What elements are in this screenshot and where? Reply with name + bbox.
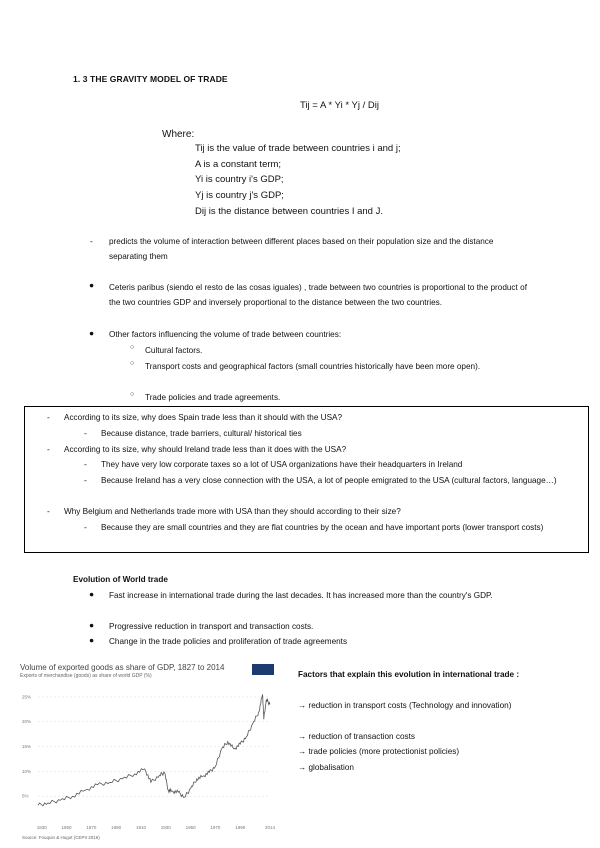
question-spain: According to its size, why does Spain trade less than it should with the USA? (64, 413, 343, 422)
chart-x-labels (37, 825, 276, 830)
sub-bullet-transport: Transport costs and geographical factors (small countries historically have been more open). (145, 362, 481, 371)
dash-marker: - (90, 236, 93, 246)
answer-spain: Because distance, trade barriers, cultural/ historical ties (101, 429, 302, 438)
sub-bullet-policies: Trade policies and trade agreements. (145, 393, 281, 402)
question-belgium-netherlands: Why Belgium and Netherlands trade more with USA than they should according to their size? (64, 507, 401, 516)
x-tick-label: 2014 (265, 825, 276, 830)
chart-title: Volume of exported goods as share of GDP, 1827 to 2014 (20, 663, 225, 672)
evolution-item-reduction: Progressive reduction in transport and transaction costs. (109, 622, 314, 631)
evolution-item-fast-increase: Fast increase in international trade during the last decades. It has increased more than the country's GDP. (109, 591, 493, 600)
circle-marker: ○ (130, 391, 135, 398)
bullet-marker: ● (89, 635, 95, 645)
y-tick-label: 5% (22, 793, 29, 799)
chart-grid (38, 697, 270, 796)
intro-bullet: predicts the volume of interaction between different places based on their population size and the distance separating them (109, 237, 494, 262)
bullet-marker: ● (89, 328, 95, 338)
dash-marker: - (47, 412, 50, 422)
factor-transport: → reduction in transport costs (Technology and innovation) (298, 701, 512, 710)
evolution-item-policies: Change in the trade policies and proliferation of trade agreements (109, 637, 348, 646)
definition-a: A is a constant term; (195, 158, 282, 170)
definitions-list (195, 141, 401, 220)
y-tick-label: 10% (22, 768, 32, 774)
definition-yi: Yi is country i's GDP; (195, 174, 284, 186)
evolution-heading: Evolution of World trade (73, 575, 168, 584)
answer-ireland-connection: Because Ireland has a very close connection with the USA, a lot of people emigrated to the USA (cultural factors, language…) (101, 476, 557, 485)
gravity-formula: Tij = A * Yi * Yj / Dij (300, 100, 379, 111)
dash-marker: - (47, 444, 50, 454)
owid-logo (252, 664, 274, 675)
where-label: Where: (162, 129, 195, 140)
y-tick-label: 25% (22, 694, 32, 700)
circle-marker: ○ (130, 344, 135, 351)
x-tick-label: 1970 (210, 825, 221, 830)
other-factors-bullet: Other factors influencing the volume of trade between countries: (109, 330, 342, 339)
x-tick-label: 1890 (111, 825, 122, 830)
definition-dij: Dij is the distance between countries I and J. (195, 205, 383, 217)
factor-transaction: → reduction of transaction costs (298, 732, 415, 741)
x-tick-label: 1850 (61, 825, 72, 830)
dash-marker: - (84, 459, 87, 469)
circle-marker: ○ (130, 360, 135, 367)
dash-marker: - (84, 522, 87, 532)
factors-heading: Factors that explain this evolution in international trade : (298, 670, 520, 679)
x-tick-label: 1950 (185, 825, 196, 830)
bullet-marker: ● (89, 589, 95, 599)
chart-plot (20, 681, 276, 843)
answer-belgium-netherlands: Because they are small countries and they are flat countries by the ocean and have important ports (lower transport costs) (101, 523, 544, 532)
dash-marker: - (84, 475, 87, 485)
definition-yj: Yj is country j's GDP; (195, 190, 284, 202)
dash-marker: - (47, 506, 50, 516)
series-line-world (38, 694, 270, 806)
chart-source: Source: Fouquin & Hugot (CEPII 2016) (22, 835, 100, 840)
answer-ireland-taxes: They have very low corporate taxes so a lot of USA organizations have their headquarters in Ireland (101, 460, 463, 469)
chart-y-labels (22, 694, 31, 798)
question-ireland: According to its size, why should Ireland trade less than it does with the USA? (64, 445, 347, 454)
x-tick-label: 1990 (235, 825, 246, 830)
x-tick-label: 1910 (135, 825, 146, 830)
chart-subtitle: Exports of merchandise (goods) as share of world GDP (%) (20, 673, 152, 679)
y-tick-label: 15% (22, 744, 32, 750)
definition-tij: Tij is the value of trade between countries i and j; (195, 143, 401, 154)
ceteris-paribus-bullet: Ceteris paribus (siendo el resto de las cosas iguales) , trade between two countries is proportional to the product of the two countries GDP and inversely proportional to the distance between the two countries. (109, 283, 527, 308)
factor-policies: → trade policies (more protectionist policies) (298, 747, 460, 756)
x-tick-label: 1870 (86, 825, 97, 830)
y-tick-label: 20% (22, 719, 32, 725)
sub-bullet-cultural: Cultural factors. (145, 346, 203, 355)
x-tick-label: 1830 (36, 825, 47, 830)
bullet-marker: ● (89, 280, 95, 290)
bullet-marker: ● (89, 620, 95, 630)
dash-marker: - (84, 428, 87, 438)
section-title: 1. 3 THE GRAVITY MODEL OF TRADE (73, 74, 228, 84)
factor-globalisation: → globalisation (298, 763, 354, 772)
x-tick-label: 1930 (160, 825, 171, 830)
trade-share-chart (20, 663, 276, 843)
